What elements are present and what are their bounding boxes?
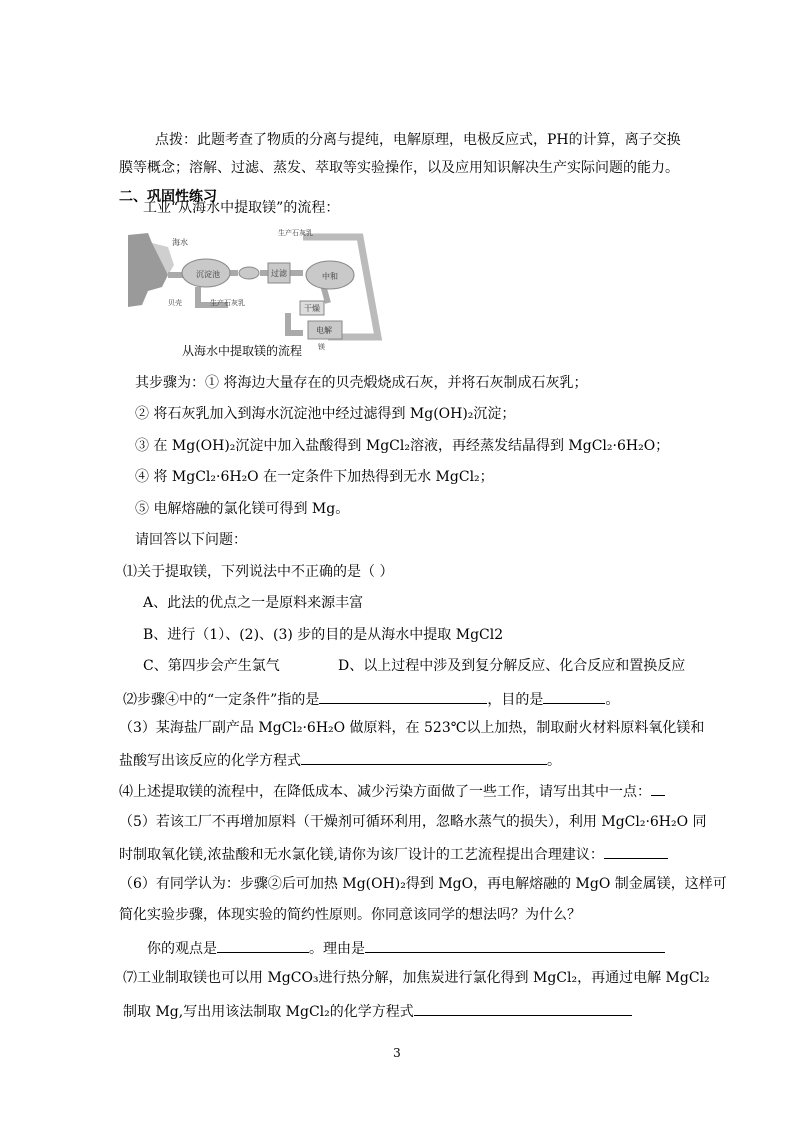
q2-part-3: 。 — [605, 692, 620, 708]
electrolysis-label: 电解 — [316, 326, 332, 335]
dry-label: 干燥 — [304, 304, 320, 313]
step-4: ④ 将 MgCl₂·6H₂O 在一定条件下加热得到无水 MgCl₂； — [135, 469, 494, 485]
q5-answer-blank[interactable] — [604, 843, 668, 859]
neutralize-label: 中和 — [322, 272, 338, 281]
tip-line-1: 点拨：此题考查了物质的分离与提纯，电解原理，电极反应式，PH的计算，离子交换 — [155, 132, 681, 148]
q6-line-3 — [147, 937, 665, 959]
q3-line-1: （3）某海盐厂副产品 MgCl₂·6H₂O 做原料，在 523℃以上加热，制取耐火材料原料氧化镁和 — [119, 720, 705, 736]
step-1: 其步骤为：① 将海边大量存在的贝壳煅烧成石灰，并将石灰制成石灰乳； — [135, 375, 588, 391]
lime-milk-label: 生产石灰乳 — [210, 299, 245, 307]
q1-option-d: D、以上过程中涉及到复分解反应、化合反应和置换反应 — [338, 658, 686, 674]
q6-opinion-blank[interactable] — [217, 937, 309, 953]
flow-diagram — [128, 225, 388, 353]
step-2: ② 将石灰乳加入到海水沉淀池中经过滤得到 Mg(OH)₂沉淀； — [135, 406, 516, 422]
q1-option-a: A、此法的优点之一是原料来源丰富 — [143, 595, 364, 611]
q4-text: ⑷上述提取镁的流程中，在降低成本、减少污染方面做了一些工作，请写出其中一点： — [119, 784, 651, 800]
page-number: 3 — [393, 1046, 401, 1060]
q7-line-1: ⑺工业制取镁也可以用 MgCO₃进行热分解，加焦炭进行氯化得到 MgCl₂，再通过电解 MgCl₂ — [123, 970, 710, 986]
q1-option-c: C、第四步会产生氯气 — [143, 658, 280, 674]
q6-opinion-label: 你的观点是 — [147, 941, 217, 957]
magnesium-label: 镁 — [318, 343, 325, 351]
flow-diagram-svg — [128, 225, 388, 353]
q4-answer-blank[interactable] — [651, 780, 665, 796]
q3-line-2 — [119, 749, 561, 771]
q1-stem: ⑴关于提取镁，下列说法中不正确的是（ ） — [123, 564, 394, 580]
q3-line-2-text: 盐酸写出该反应的化学方程式 — [119, 753, 301, 769]
q3-end: 。 — [547, 753, 561, 769]
step-5: ⑤ 电解熔融的氯化镁可得到 Mg。 — [135, 501, 350, 517]
lime-production-label: 生产石灰乳 — [278, 229, 313, 237]
q3-answer-blank[interactable] — [301, 749, 547, 765]
section-title: 二、巩固性练习 — [119, 189, 217, 205]
q1-option-b: B、进行（1）、(2)、(3) 步的目的是从海水中提取 MgCl2 — [143, 627, 504, 643]
q6-reason-label: 。理由是 — [309, 941, 365, 957]
step-3: ③ 在 Mg(OH)₂沉淀中加入盐酸得到 MgCl₂溶液，再经蒸发结晶得到 MgCl₂·6H₂O； — [135, 438, 670, 454]
filter-label: 过滤 — [271, 269, 287, 278]
tip-line-2: 膜等概念；溶解、过滤、蒸发、萃取等实验操作，以及应用知识解决生产实际问题的能力。 — [119, 160, 679, 176]
q5-line-2 — [119, 843, 668, 865]
q6-reason-blank[interactable] — [365, 937, 665, 953]
sea-shape — [128, 233, 168, 307]
q7-answer-blank[interactable] — [414, 1000, 632, 1016]
q2-part-1: ⑵步骤④中的“一定条件”指的是 — [123, 692, 320, 708]
q7-line-2-text: 制取 Mg,写出用该法制取 MgCl₂的化学方程式 — [123, 1004, 414, 1020]
q2-part-2: ，目的是 — [487, 692, 544, 708]
q5-line-2-text: 时制取氧化镁,浓盐酸和无水氯化镁,请你为该厂设计的工艺流程提出合理建议： — [119, 847, 604, 863]
q2-answer-blank-2[interactable] — [543, 688, 605, 704]
q7-line-2 — [123, 1000, 632, 1022]
q6-line-1: （6）有同学认为：步骤②后可加热 Mg(OH)₂得到 MgO，再电解熔融的 MgO 制金属镁，这样可 — [119, 876, 727, 892]
shells-label: 贝壳 — [168, 299, 182, 307]
diagram-caption: 从海水中提取镁的流程 — [182, 344, 303, 358]
q5-line-1: （5）若该工厂不再增加原料（干燥剂可循环利用，忽略水蒸气的损失），利用 MgCl₂·6H₂O 同 — [119, 814, 707, 830]
settling-label: 沉淀池 — [196, 270, 220, 279]
q2-line — [123, 688, 619, 710]
prompt: 请回答以下问题： — [135, 532, 247, 548]
q2-answer-blank-1[interactable] — [319, 688, 487, 704]
q6-line-2: 简化实验步骤，体现实验的简约性原则。你同意该同学的想法吗？为什么？ — [119, 907, 581, 923]
intro-text: 工业“从海水中提取镁”的流程： — [143, 200, 340, 216]
seawater-label: 海水 — [172, 238, 188, 247]
q4-line — [119, 780, 665, 802]
